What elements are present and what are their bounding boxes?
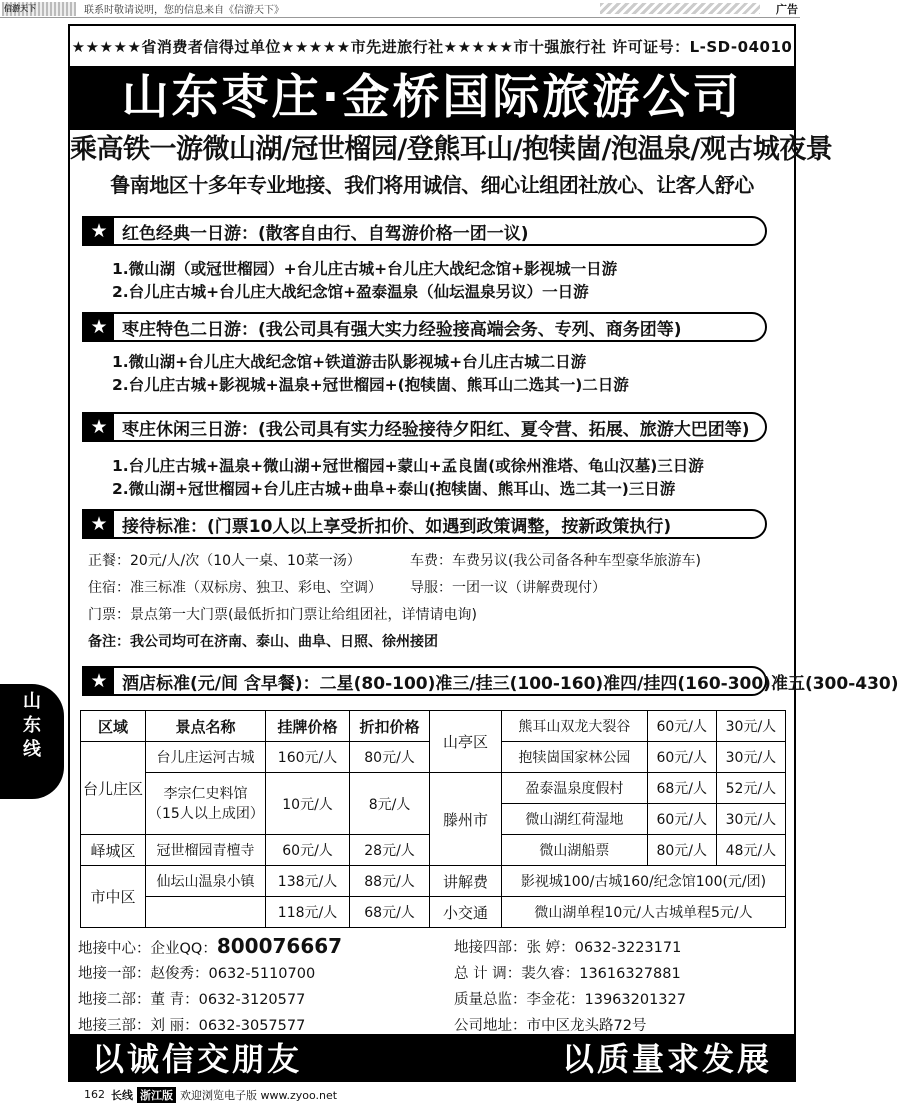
section-standards: [82, 509, 767, 539]
route-line: 2.台儿庄古城+台儿庄大战纪念馆+盈泰温泉（仙坛温泉另议）一日游: [112, 283, 589, 301]
price-table: [80, 710, 786, 928]
slogan-service: 鲁南地区十多年专业地接、我们将用诚信、细心让组团社放心、让客人舒心: [110, 173, 754, 197]
discount-price: 30元/人: [716, 742, 785, 773]
route-line: 2.微山湖+冠世榴园+台儿庄古城+曲阜+泰山(抱犊崮、熊耳山、选二其一)三日游: [112, 480, 676, 498]
star-icon: ★: [84, 511, 114, 537]
decorative-stripe: [600, 3, 760, 14]
traffic-label: 小交通: [430, 897, 502, 928]
discount-price: 88元/人: [350, 866, 430, 897]
contact-qc: 质量总监：李金花：13963201327: [454, 992, 686, 1008]
guide-fee-label: 讲解费: [430, 866, 502, 897]
discount-price: 28元/人: [350, 835, 430, 866]
section-hotel: [82, 666, 899, 696]
spot-name: 微山湖船票: [502, 835, 648, 866]
standard-guide: 导服：一团一议（讲解费现付）: [410, 580, 606, 596]
slogan-routes: 乘高铁一游微山湖/冠世榴园/登熊耳山/抱犊崮/泡温泉/观古城夜景: [70, 134, 833, 165]
website-link[interactable]: 欢迎浏览电子版 www.zyoo.net: [180, 1088, 338, 1102]
guide-fee-value: 影视城100/古城160/纪念馆100(元/团): [502, 866, 786, 897]
discount-price: 68元/人: [350, 897, 430, 928]
area-taierzhuang: 台儿庄区: [81, 742, 146, 835]
region-tab: [0, 684, 64, 799]
spot-name: [146, 897, 266, 928]
section-three-day: [82, 412, 767, 442]
edition-label: 长线: [111, 1088, 133, 1102]
qq-number: 800076667: [216, 934, 343, 958]
area-shizhong: 市中区: [81, 866, 146, 928]
contact-dept-4: 地接四部：张 婷：0632-3223171: [454, 940, 682, 956]
contact-dept-2: 地接二部：董 青：0632-3120577: [78, 992, 306, 1008]
discount-price: 52元/人: [716, 773, 785, 804]
list-price: 118元/人: [266, 897, 350, 928]
standard-ticket: 门票：景点第一大门票(最低折扣门票让给组团社，详情请电询): [88, 607, 477, 623]
standard-meal: 正餐：20元/人/次（10人一桌、10菜一汤）: [88, 553, 361, 569]
page-number: 162: [84, 1088, 105, 1101]
standard-car: 车费：车费另议(我公司备各种车型豪华旅游车): [410, 553, 701, 569]
area-yicheng: 峄城区: [81, 835, 146, 866]
route-line: 1.微山湖（或冠世榴园）+台儿庄古城+台儿庄大战纪念馆+影视城一日游: [112, 260, 618, 278]
contact-dept-1: 地接一部：赵俊秀：0632-5110700: [78, 966, 316, 982]
header-spot: 景点名称: [146, 711, 266, 742]
discount-price: 48元/人: [716, 835, 785, 866]
traffic-value: 微山湖单程10元/人古城单程5元/人: [502, 897, 786, 928]
footer-slogans: [70, 1034, 794, 1080]
region-tab-char: 东: [23, 715, 41, 736]
ad-label: 广告: [776, 3, 798, 16]
area-tengzhou: 滕州市: [430, 773, 502, 866]
list-price: 138元/人: [266, 866, 350, 897]
list-price: 10元/人: [266, 773, 350, 835]
top-bar: [0, 0, 800, 18]
header-area: 区域: [81, 711, 146, 742]
spot-name: 仙坛山温泉小镇: [146, 866, 266, 897]
list-price: 60元/人: [647, 804, 716, 835]
header-list-price: 挂牌价格: [266, 711, 350, 742]
standard-stay: 住宿：准三标准（双标房、独卫、彩电、空调）: [88, 580, 382, 596]
section-one-day: [82, 216, 767, 246]
spot-name: 冠世榴园青檀寺: [146, 835, 266, 866]
top-notice: 联系时敬请说明，您的信息来自《信游天下》: [84, 5, 284, 16]
standard-note: 备注：我公司均可在济南、泰山、曲阜、日照、徐州接团: [88, 634, 438, 650]
discount-price: 8元/人: [350, 773, 430, 835]
list-price: 160元/人: [266, 742, 350, 773]
company-banner: 山东枣庄·金桥国际旅游公司: [70, 66, 794, 130]
discount-price: 30元/人: [716, 804, 785, 835]
list-price: 80元/人: [647, 835, 716, 866]
spot-name: 盈泰温泉度假村: [502, 773, 648, 804]
route-line: 1.台儿庄古城+温泉+微山湖+冠世榴园+蒙山+孟良崮(或徐州淮塔、龟山汉墓)三日游: [112, 457, 704, 475]
section-title: 接待标准：(门票10人以上享受折扣价、如遇到政策调整，按新政策执行): [122, 516, 672, 537]
section-title: 酒店标准(元/间 含早餐)：二星(80-100)准三/挂三(100-160)准四/挂四(160-300)准五(300-430): [122, 673, 899, 694]
section-title: 枣庄特色二日游：(我公司具有强大实力经验接高端会务、专列、商务团等): [122, 319, 682, 340]
star-icon: ★: [84, 314, 114, 340]
ad-frame: [68, 24, 899, 1082]
magazine-logo: 信游天下: [2, 2, 76, 16]
region-tab-char: 线: [23, 739, 41, 760]
footer-slogan-left: 以诚信交朋友: [92, 1040, 303, 1078]
star-icon: ★: [84, 218, 114, 244]
license-line: ★★★★★省消费者信得过单位★★★★★市先进旅行社★★★★★市十强旅行社 许可证号：L-SD-04010: [71, 37, 793, 56]
spot-name: 抱犊崮国家林公园: [502, 742, 648, 773]
region-tab-char: 山: [23, 691, 41, 712]
contact-gm: 总 计 调：裴久睿：13616327881: [454, 966, 681, 982]
header-discount-price: 折扣价格: [350, 711, 430, 742]
list-price: 60元/人: [266, 835, 350, 866]
section-title: 枣庄休闲三日游：(我公司具有实力经验接待夕阳红、夏令营、拓展、旅游大巴团等): [122, 419, 750, 440]
section-two-day: [82, 312, 767, 342]
spot-name: 微山湖红荷湿地: [502, 804, 648, 835]
spot-name: 台儿庄运河古城: [146, 742, 266, 773]
section-title: 红色经典一日游：(散客自由行、自驾游价格一团一议): [122, 223, 529, 244]
bottom-bar: [0, 1085, 800, 1104]
zhejiang-edition-badge: 浙江版: [137, 1087, 176, 1103]
route-line: 2.台儿庄古城+影视城+温泉+冠世榴园+(抱犊崮、熊耳山二选其一)二日游: [112, 376, 629, 394]
contact-dept-3: 地接三部：刘 丽：0632-3057577: [78, 1018, 306, 1034]
list-price: 60元/人: [647, 711, 716, 742]
discount-price: 30元/人: [716, 711, 785, 742]
spot-name: 李宗仁史料馆（15人以上成团）: [146, 773, 266, 835]
footer-slogan-right: 以质量求发展: [561, 1040, 772, 1078]
discount-price: 80元/人: [350, 742, 430, 773]
star-icon: ★: [84, 668, 114, 694]
list-price: 60元/人: [647, 742, 716, 773]
star-icon: ★: [84, 414, 114, 440]
spot-name: 熊耳山双龙大裂谷: [502, 711, 648, 742]
contact-address: 公司地址：市中区龙头路72号: [454, 1018, 647, 1034]
route-line: 1.微山湖+台儿庄大战纪念馆+铁道游击队影视城+台儿庄古城二日游: [112, 353, 587, 371]
list-price: 68元/人: [647, 773, 716, 804]
contact-center: [78, 934, 342, 958]
area-shanting: 山亭区: [430, 711, 502, 773]
contact-center-label: 地接中心：企业QQ：: [78, 941, 217, 957]
